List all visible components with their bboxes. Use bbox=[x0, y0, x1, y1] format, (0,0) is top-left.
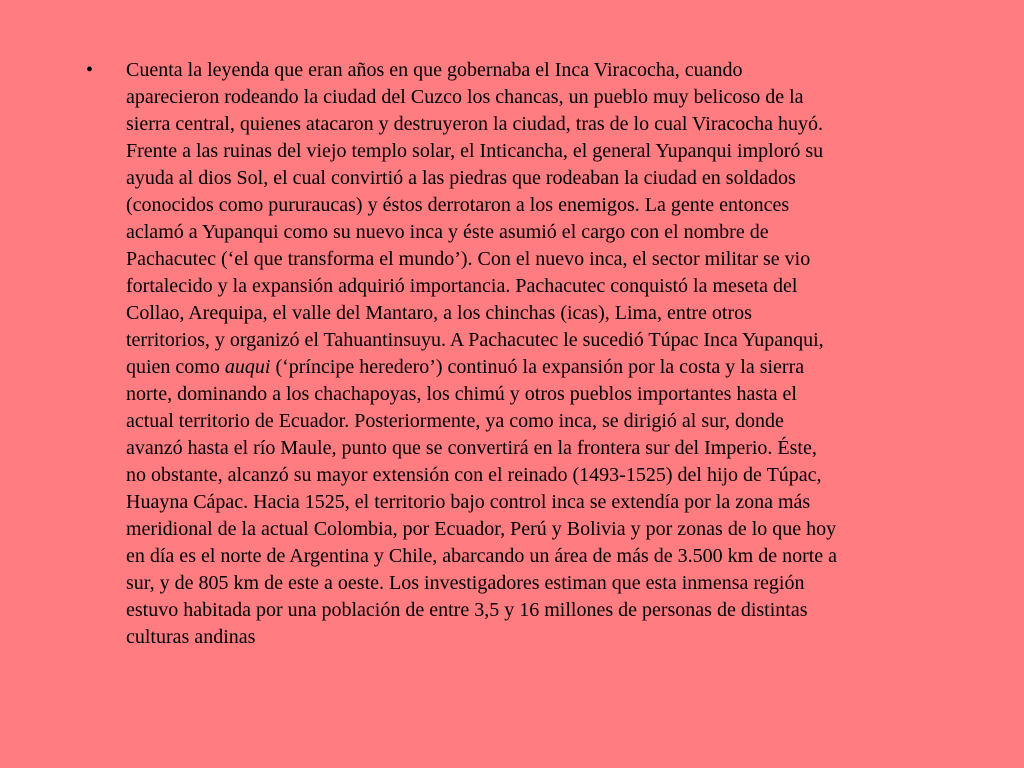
bullet-point-icon: • bbox=[86, 59, 94, 81]
text-line: aclamó a Yupanqui como su nuevo inca y éste asumió el cargo con el nombre de bbox=[126, 221, 769, 243]
text-line: sierra central, quienes atacaron y destruyeron la ciudad, tras de lo cual Viracocha huyó. bbox=[126, 113, 824, 135]
text-line: norte, dominando a los chachapoyas, los chimú y otros pueblos importantes hasta el bbox=[126, 383, 797, 405]
italic-term-auqui: auqui bbox=[224, 356, 271, 378]
text-line: Collao, Arequipa, el valle del Mantaro, a los chinchas (icas), Lima, entre otros bbox=[126, 302, 752, 324]
slide-body-text bbox=[126, 57, 956, 651]
text-line: estuvo habitada por una población de entre 3,5 y 16 millones de personas de distintas bbox=[126, 599, 808, 621]
text-line: aparecieron rodeando la ciudad del Cuzco los chancas, un pueblo muy belicoso de la bbox=[126, 86, 804, 108]
text-segment: (‘príncipe heredero’) continuó la expansión por la costa y la sierra bbox=[270, 356, 805, 378]
text-line: avanzó hasta el río Maule, punto que se convertirá en la frontera sur del Imperio. Éste, bbox=[126, 437, 817, 459]
text-line: actual territorio de Ecuador. Posteriormente, ya como inca, se dirigió al sur, donde bbox=[126, 410, 784, 432]
text-line: Pachacutec (‘el que transforma el mundo’). Con el nuevo inca, el sector militar se vio bbox=[126, 248, 811, 270]
text-line: culturas andinas bbox=[126, 626, 256, 648]
text-line: sur, y de 805 km de este a oeste. Los investigadores estiman que esta inmensa región bbox=[126, 572, 805, 594]
text-line: territorios, y organizó el Tahuantinsuyu. A Pachacutec le sucedió Túpac Inca Yupanqui, bbox=[126, 329, 824, 351]
text-line: Frente a las ruinas del viejo templo solar, el Inticancha, el general Yupanqui imploró su bbox=[126, 140, 824, 162]
text-line: Huayna Cápac. Hacia 1525, el territorio bajo control inca se extendía por la zona más bbox=[126, 491, 811, 513]
text-line: en día es el norte de Argentina y Chile, abarcando un área de más de 3.500 km de norte a bbox=[126, 545, 838, 567]
text-line: fortalecido y la expansión adquirió importancia. Pachacutec conquistó la meseta del bbox=[126, 275, 798, 297]
text-segment: quien como bbox=[126, 356, 225, 378]
text-line: (conocidos como pururaucas) y éstos derrotaron a los enemigos. La gente entonces bbox=[126, 194, 790, 216]
text-line: no obstante, alcanzó su mayor extensión con el reinado (1493-1525) del hijo de Túpac, bbox=[126, 464, 822, 486]
text-line-with-italic bbox=[126, 354, 956, 381]
text-line: meridional de la actual Colombia, por Ecuador, Perú y Bolivia y por zonas de lo que hoy bbox=[126, 518, 837, 540]
text-line: ayuda al dios Sol, el cual convirtió a las piedras que rodeaban la ciudad en soldados bbox=[126, 167, 796, 189]
text-line: Cuenta la leyenda que eran años en que gobernaba el Inca Viracocha, cuando bbox=[126, 59, 743, 81]
